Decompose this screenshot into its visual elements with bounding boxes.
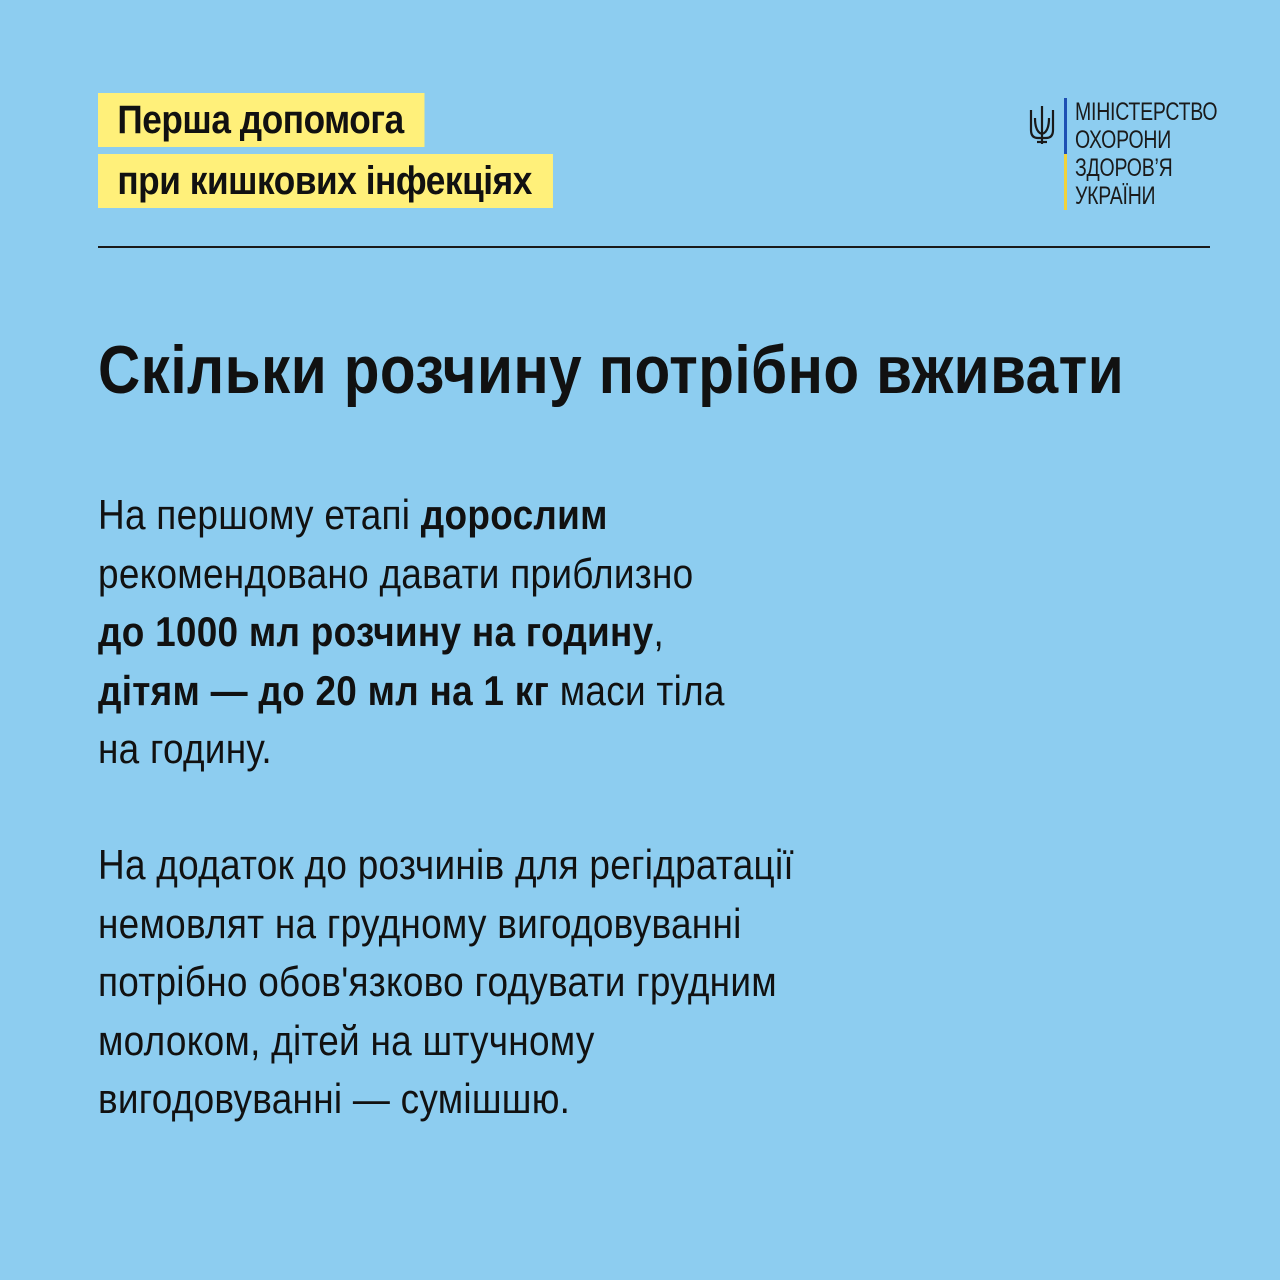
paragraph-line: на годину. — [98, 725, 272, 772]
bold-child-dose: дітям — до 20 мл на 1 кг — [98, 666, 550, 714]
paragraph-line: до 1000 мл розчину на годину, — [98, 608, 664, 655]
page-title: Скільки розчину потрібно вживати — [98, 332, 1125, 408]
paragraph-dosage — [98, 486, 725, 779]
header-tag-line1: Перша допомога — [98, 93, 425, 147]
paragraph-line: рекомендовано давати приблизно — [98, 549, 694, 597]
logo-line-3: ЗДОРОВ’Я — [1075, 154, 1173, 182]
paragraph-line: дітям — до 20 мл на 1 кг маси тіла — [98, 666, 725, 714]
paragraph-line: немовлят на грудному вигодовуванні — [98, 899, 742, 947]
bold-adults: дорослим — [420, 491, 608, 538]
ministry-logo — [1028, 98, 1258, 210]
paragraph-line: потрібно обов'язково годувати грудним — [98, 958, 777, 1005]
logo-line-2: ОХОРОНИ — [1075, 126, 1172, 154]
logo-color-bar — [1064, 98, 1067, 210]
paragraph-line: молоком, дітей на штучному — [98, 1016, 595, 1064]
header-divider — [98, 246, 1210, 248]
paragraph-line: На першому етапі дорослим — [98, 491, 608, 538]
paragraph-feeding — [98, 836, 794, 1129]
bold-adult-dose: до 1000 мл розчину на годину — [98, 608, 654, 655]
logo-text — [1075, 98, 1217, 210]
header-tag-line2: при кишкових інфекціях — [98, 154, 553, 208]
logo-line-1: МІНІСТЕРСТВО — [1075, 98, 1218, 126]
logo-line-4: УКРАЇНИ — [1075, 182, 1156, 210]
paragraph-line: вигодовуванні — сумішшю. — [98, 1075, 571, 1122]
paragraph-line: На додаток до розчинів для регідратації — [98, 841, 794, 888]
trident-icon — [1028, 104, 1056, 146]
